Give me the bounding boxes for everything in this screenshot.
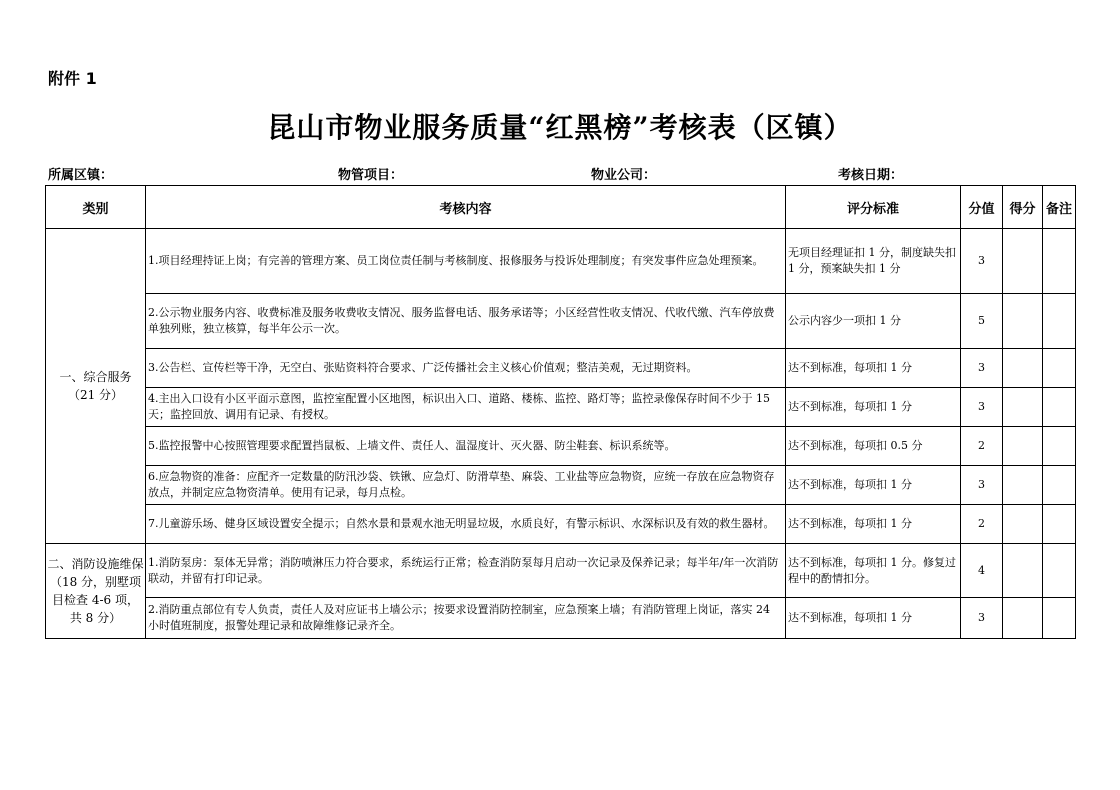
remark-cell[interactable] (1043, 466, 1076, 505)
row-content: 6.应急物资的准备：应配齐一定数量的防汛沙袋、铁锹、应急灯、防滑草垫、麻袋、工业盐等应急物资，应统一存放在应急物资存放点，并制定应急物资清单。使用有记录，每月点检。 (146, 466, 786, 505)
company-label: 物业公司： (591, 168, 657, 183)
remark-cell[interactable] (1043, 294, 1076, 349)
header-obtained: 得分 (1003, 186, 1043, 229)
remark-cell[interactable] (1043, 544, 1076, 598)
header-content: 考核内容 (146, 186, 786, 229)
table-row (46, 466, 1076, 505)
obtained-cell[interactable] (1003, 505, 1043, 544)
header-remark: 备注 (1043, 186, 1076, 229)
row-standard: 达不到标准，每项扣 1 分 (786, 505, 961, 544)
table-header-row (46, 186, 1076, 229)
remark-cell[interactable] (1043, 505, 1076, 544)
project-label: 物管项目： (338, 168, 404, 183)
row-standard: 达不到标准，每项扣 0.5 分 (786, 427, 961, 466)
row-content: 3.公告栏、宣传栏等干净，无空白、张贴资料符合要求、广泛传播社会主义核心价值观；整洁美观，无过期资料。 (146, 349, 786, 388)
row-standard: 公示内容少一项扣 1 分 (786, 294, 961, 349)
obtained-cell[interactable] (1003, 294, 1043, 349)
row-content: 1.消防泵房：泵体无异常；消防喷淋压力符合要求，系统运行正常；检查消防泵每月启动一次记录及保养记录；每半年/年一次消防联动，并留有打印记录。 (146, 544, 786, 598)
row-score: 2 (961, 505, 1003, 544)
form-meta (48, 164, 1078, 184)
header-score: 分值 (961, 186, 1003, 229)
obtained-cell[interactable] (1003, 598, 1043, 639)
row-score: 3 (961, 388, 1003, 427)
table-row (46, 544, 1076, 598)
row-content: 7.儿童游乐场、健身区域设置安全提示；自然水景和景观水池无明显垃圾，水质良好，有警示标识、水深标识及有效的救生器材。 (146, 505, 786, 544)
remark-cell[interactable] (1043, 427, 1076, 466)
row-score: 4 (961, 544, 1003, 598)
row-content: 4.主出入口设有小区平面示意图，监控室配置小区地图，标识出入口、道路、楼栋、监控、路灯等；监控录像保存时间不少于 15 天；监控回放、调用有记录、有授权。 (146, 388, 786, 427)
remark-cell[interactable] (1043, 229, 1076, 294)
table-row (46, 229, 1076, 294)
row-standard: 达不到标准，每项扣 1 分 (786, 598, 961, 639)
date-label: 考核日期： (838, 168, 904, 183)
row-standard: 无项目经理证扣 1 分，制度缺失扣 1 分，预案缺失扣 1 分 (786, 229, 961, 294)
obtained-cell[interactable] (1003, 388, 1043, 427)
district-label: 所属区镇： (48, 168, 114, 183)
category-fire: 二、消防设施维保（18 分，别墅项目检查 4-6 项，共 8 分） (46, 544, 146, 639)
row-standard: 达不到标准，每项扣 1 分 (786, 388, 961, 427)
row-standard: 达不到标准，每项扣 1 分 (786, 466, 961, 505)
obtained-cell[interactable] (1003, 466, 1043, 505)
assessment-table (45, 185, 1076, 639)
obtained-cell[interactable] (1003, 229, 1043, 294)
row-score: 3 (961, 349, 1003, 388)
row-standard: 达不到标准，每项扣 1 分。修复过程中的酌情扣分。 (786, 544, 961, 598)
row-score: 5 (961, 294, 1003, 349)
row-score: 3 (961, 466, 1003, 505)
table-row (46, 427, 1076, 466)
header-standard: 评分标准 (786, 186, 961, 229)
row-standard: 达不到标准，每项扣 1 分 (786, 349, 961, 388)
row-content: 1.项目经理持证上岗；有完善的管理方案、员工岗位责任制与考核制度、报修服务与投诉处理制度；有突发事件应急处理预案。 (146, 229, 786, 294)
row-content: 2.公示物业服务内容、收费标准及服务收费收支情况、服务监督电话、服务承诺等；小区经营性收支情况、代收代缴、汽车停放费单独列账，独立核算，每半年公示一次。 (146, 294, 786, 349)
remark-cell[interactable] (1043, 598, 1076, 639)
attachment-label: 附件 1 (48, 69, 97, 88)
remark-cell[interactable] (1043, 388, 1076, 427)
row-content: 5.监控报警中心按照管理要求配置挡鼠板、上墙文件、责任人、温湿度计、灭火器、防尘鞋套、标识系统等。 (146, 427, 786, 466)
table-row (46, 598, 1076, 639)
table-row (46, 388, 1076, 427)
row-score: 3 (961, 229, 1003, 294)
remark-cell[interactable] (1043, 349, 1076, 388)
table-row (46, 505, 1076, 544)
obtained-cell[interactable] (1003, 349, 1043, 388)
page-title: 昆山市物业服务质量“红黑榜”考核表（区镇） (267, 111, 853, 144)
row-score: 3 (961, 598, 1003, 639)
row-content: 2.消防重点部位有专人负责，责任人及对应证书上墙公示；按要求设置消防控制室，应急预案上墙；有消防管理上岗证，落实 24 小时值班制度，报警处理记录和故障维修记录齐全。 (146, 598, 786, 639)
header-category: 类别 (46, 186, 146, 229)
obtained-cell[interactable] (1003, 544, 1043, 598)
table-row (46, 349, 1076, 388)
row-score: 2 (961, 427, 1003, 466)
obtained-cell[interactable] (1003, 427, 1043, 466)
table-row (46, 294, 1076, 349)
category-general: 一、综合服务（21 分） (46, 229, 146, 544)
